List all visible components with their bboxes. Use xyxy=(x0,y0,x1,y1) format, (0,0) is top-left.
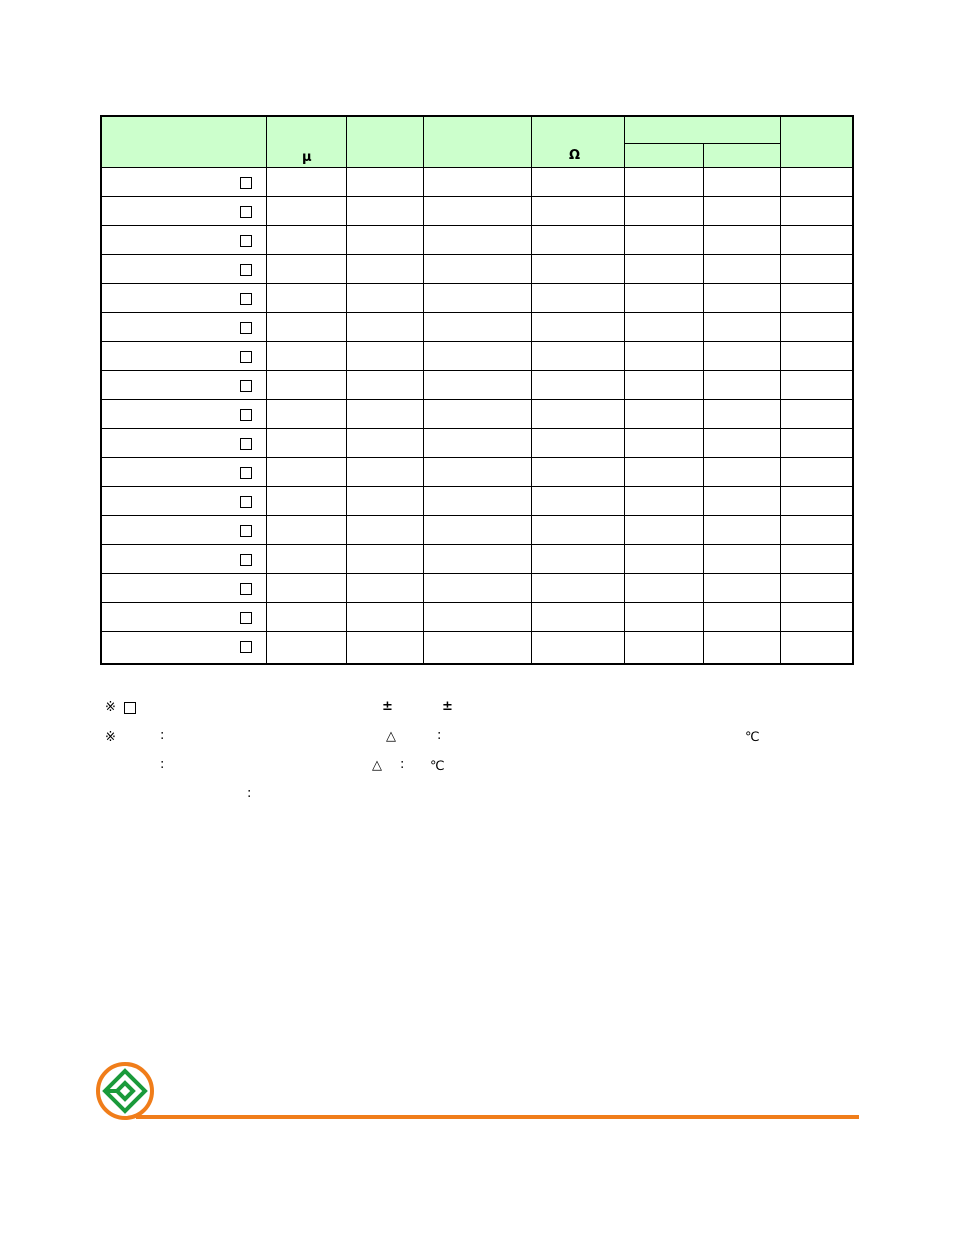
row-divider xyxy=(102,544,852,545)
column-divider xyxy=(624,117,625,663)
row-marker-box xyxy=(240,409,252,421)
row-divider xyxy=(102,399,852,400)
row-marker-box xyxy=(240,235,252,247)
footer-rule xyxy=(136,1115,859,1119)
note-colon: : xyxy=(400,757,405,772)
row-marker-box xyxy=(240,264,252,276)
note-colon: : xyxy=(160,757,165,772)
row-divider xyxy=(102,370,852,371)
row-marker-box xyxy=(240,583,252,595)
degree-symbol: ℃ xyxy=(430,759,445,774)
row-divider xyxy=(102,167,852,168)
table-header xyxy=(102,117,852,167)
row-divider xyxy=(102,225,852,226)
note-box xyxy=(124,702,136,714)
degree-symbol: ℃ xyxy=(745,730,760,745)
row-marker-box xyxy=(240,554,252,566)
note-colon: : xyxy=(247,786,252,801)
row-marker-box xyxy=(240,206,252,218)
header-unit-ohm: Ω xyxy=(569,148,581,163)
plus-minus-symbol: ± xyxy=(382,699,393,714)
company-logo-icon xyxy=(95,1061,155,1121)
row-marker-box xyxy=(240,525,252,537)
row-divider xyxy=(102,254,852,255)
row-marker-box xyxy=(240,467,252,479)
row-divider xyxy=(102,602,852,603)
row-divider xyxy=(102,631,852,632)
row-marker-box xyxy=(240,351,252,363)
column-divider xyxy=(266,117,267,663)
column-divider xyxy=(531,117,532,663)
note-colon: : xyxy=(160,728,165,743)
row-divider xyxy=(102,312,852,313)
row-divider xyxy=(102,283,852,284)
row-divider xyxy=(102,428,852,429)
column-divider xyxy=(346,117,347,663)
row-marker-box xyxy=(240,438,252,450)
row-divider xyxy=(102,573,852,574)
note-colon: : xyxy=(437,728,442,743)
column-divider xyxy=(423,117,424,663)
column-divider xyxy=(703,144,704,167)
row-marker-box xyxy=(240,322,252,334)
row-divider xyxy=(102,515,852,516)
spec-table xyxy=(100,115,854,665)
header-subdivider xyxy=(624,143,780,144)
column-divider xyxy=(703,167,704,663)
row-divider xyxy=(102,486,852,487)
note-mark: ※ xyxy=(105,700,116,715)
header-unit-micro: μ xyxy=(302,150,312,165)
row-marker-box xyxy=(240,612,252,624)
plus-minus-symbol: ± xyxy=(442,699,453,714)
column-divider xyxy=(780,117,781,663)
row-divider xyxy=(102,341,852,342)
row-marker-box xyxy=(240,177,252,189)
row-divider xyxy=(102,196,852,197)
triangle-symbol: △ xyxy=(372,758,382,773)
note-mark: ※ xyxy=(105,730,116,745)
row-divider xyxy=(102,457,852,458)
row-marker-box xyxy=(240,641,252,653)
row-marker-box xyxy=(240,380,252,392)
row-marker-box xyxy=(240,293,252,305)
triangle-symbol: △ xyxy=(386,729,396,744)
row-marker-box xyxy=(240,496,252,508)
